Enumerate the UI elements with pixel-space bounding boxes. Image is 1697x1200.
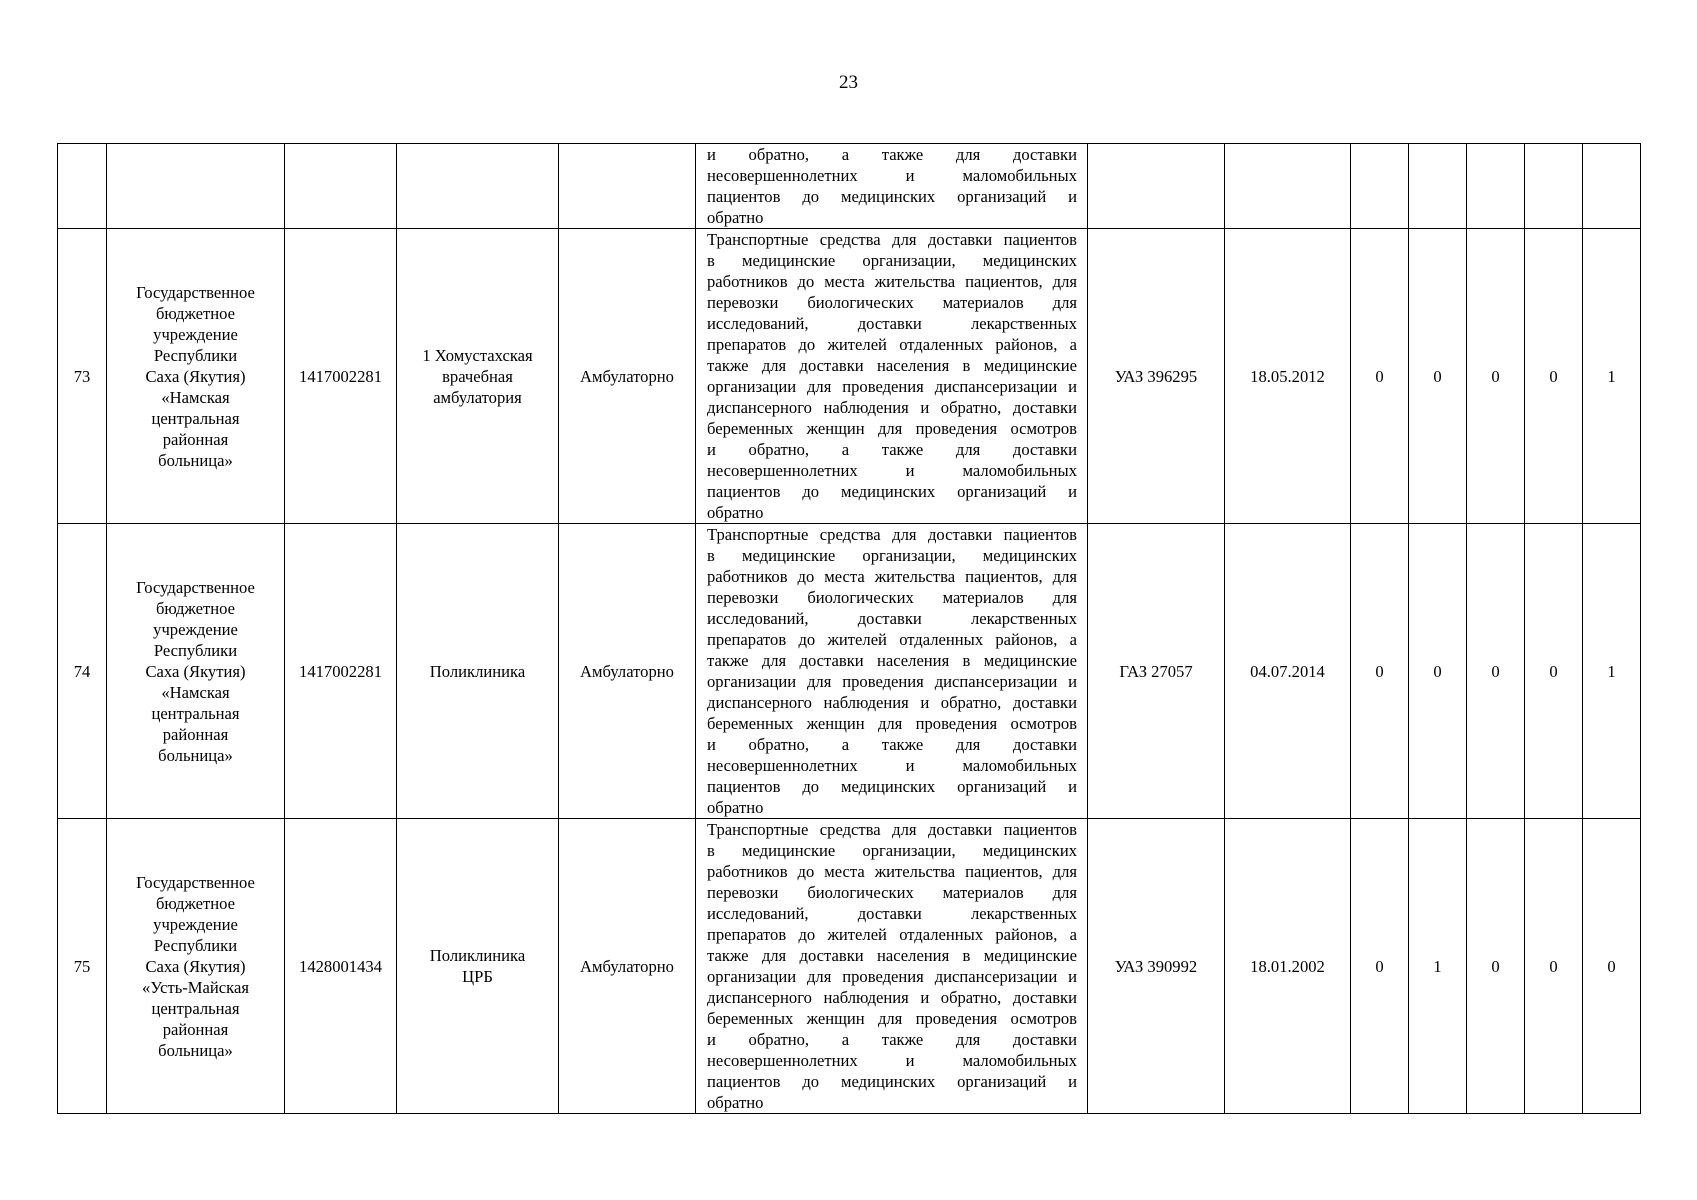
purpose-line: организации для проведения диспансеризации и	[707, 377, 1077, 396]
cell-institution	[107, 819, 285, 1114]
cell-count: 0	[1351, 524, 1409, 819]
purpose-line: беременных женщин для проведения осмотров	[707, 419, 1077, 438]
cell-date	[1225, 144, 1351, 229]
purpose-line: перевозки биологических материалов для	[707, 883, 1077, 902]
cell-count: 1	[1583, 524, 1641, 819]
institution-line: больница»	[158, 450, 233, 470]
purpose-line: и обратно, а также для доставки	[707, 440, 1077, 459]
cell-count: 0	[1351, 229, 1409, 524]
cell-count: 0	[1409, 229, 1467, 524]
institution-line: «Намская	[161, 387, 230, 407]
department-line: ЦРБ	[462, 967, 493, 986]
institution-line: Государственное	[136, 282, 255, 302]
department-line: Поликлиника	[429, 946, 526, 965]
vehicle-table	[57, 143, 1641, 1114]
institution-line: Государственное	[136, 577, 255, 597]
cell-department	[397, 819, 559, 1114]
institution-line: центральная	[151, 408, 240, 428]
cell-institution	[107, 524, 285, 819]
purpose-line: и обратно, а также для доставки	[707, 1030, 1077, 1049]
purpose-line: препаратов до жителей отдаленных районов, а	[707, 925, 1077, 944]
purpose-line: пациентов до медицинских организаций и	[707, 482, 1077, 501]
institution-line: Государственное	[136, 872, 255, 892]
purpose-line: несовершеннолетних и маломобильных	[707, 756, 1077, 775]
cell-count: 0	[1409, 524, 1467, 819]
purpose-line: препаратов до жителей отдаленных районов, а	[707, 335, 1077, 354]
cell-purpose	[696, 819, 1088, 1114]
cell-count	[1525, 144, 1583, 229]
department-line: амбулатория	[433, 387, 522, 407]
table-row	[58, 229, 1641, 524]
purpose-line: также для доставки населения в медицинские	[707, 651, 1077, 670]
cell-date: 18.05.2012	[1225, 229, 1351, 524]
department-line: 1 Хомустахская	[422, 345, 533, 365]
cell-care-type	[559, 144, 696, 229]
cell-count	[1467, 144, 1525, 229]
purpose-line: обратно	[707, 208, 764, 227]
cell-count: 1	[1583, 229, 1641, 524]
purpose-line: пациентов до медицинских организаций и	[707, 777, 1077, 796]
purpose-line: несовершеннолетних и маломобильных	[707, 1051, 1077, 1070]
cell-count	[1583, 144, 1641, 229]
cell-vehicle	[1088, 144, 1225, 229]
cell-count: 0	[1351, 819, 1409, 1114]
institution-line: центральная	[151, 998, 240, 1018]
cell-inn: 1428001434	[285, 819, 397, 1114]
institution-line: больница»	[158, 1040, 233, 1060]
cell-vehicle: УАЗ 396295	[1088, 229, 1225, 524]
purpose-line: исследований, доставки лекарственных	[707, 904, 1077, 923]
purpose-line: в медицинские организации, медицинских	[707, 841, 1077, 860]
cell-count: 1	[1409, 819, 1467, 1114]
institution-line: Республики	[153, 935, 238, 955]
purpose-line: диспансерного наблюдения и обратно, доставки	[707, 398, 1077, 417]
purpose-line: диспансерного наблюдения и обратно, доставки	[707, 988, 1077, 1007]
purpose-line: и обратно, а также для доставки	[707, 145, 1077, 164]
purpose-line: пациентов до медицинских организаций и	[707, 187, 1077, 206]
cell-purpose	[696, 229, 1088, 524]
purpose-line: и обратно, а также для доставки	[707, 735, 1077, 754]
purpose-line: в медицинские организации, медицинских	[707, 546, 1077, 565]
cell-count: 0	[1467, 229, 1525, 524]
purpose-line: диспансерного наблюдения и обратно, доставки	[707, 693, 1077, 712]
institution-line: Республики	[153, 640, 238, 660]
cell-care-type: Амбулаторно	[559, 524, 696, 819]
purpose-line: обратно	[707, 503, 764, 522]
cell-institution	[107, 144, 285, 229]
institution-line: районная	[162, 724, 229, 744]
purpose-line: обратно	[707, 1093, 764, 1112]
institution-line: центральная	[151, 703, 240, 723]
cell-care-type: Амбулаторно	[559, 819, 696, 1114]
department-line: Поликлиника	[429, 661, 526, 681]
cell-count	[1409, 144, 1467, 229]
purpose-line: перевозки биологических материалов для	[707, 588, 1077, 607]
cell-vehicle: ГАЗ 27057	[1088, 524, 1225, 819]
purpose-line: работников до места жительства пациентов, для	[707, 567, 1077, 586]
institution-line: районная	[162, 429, 229, 449]
cell-num: 74	[58, 524, 107, 819]
purpose-line: исследований, доставки лекарственных	[707, 314, 1077, 333]
purpose-line: беременных женщин для проведения осмотров	[707, 714, 1077, 733]
purpose-line: также для доставки населения в медицинские	[707, 356, 1077, 375]
purpose-line: Транспортные средства для доставки пациентов	[707, 820, 1077, 839]
institution-line: районная	[162, 1019, 229, 1039]
purpose-line: также для доставки населения в медицинские	[707, 946, 1077, 965]
cell-num: 75	[58, 819, 107, 1114]
institution-line: Саха (Якутия)	[145, 366, 246, 386]
purpose-line: в медицинские организации, медицинских	[707, 251, 1077, 270]
institution-line: Саха (Якутия)	[145, 661, 246, 681]
institution-line: бюджетное	[155, 598, 236, 618]
table-body	[58, 144, 1641, 1114]
cell-date: 04.07.2014	[1225, 524, 1351, 819]
institution-line: Республики	[153, 345, 238, 365]
cell-date: 18.01.2002	[1225, 819, 1351, 1114]
cell-department	[397, 144, 559, 229]
table-row	[58, 524, 1641, 819]
purpose-line: беременных женщин для проведения осмотров	[707, 1009, 1077, 1028]
purpose-line: работников до места жительства пациентов, для	[707, 272, 1077, 291]
cell-institution	[107, 229, 285, 524]
cell-inn: 1417002281	[285, 524, 397, 819]
table-row	[58, 819, 1641, 1114]
cell-inn	[285, 144, 397, 229]
cell-vehicle: УАЗ 390992	[1088, 819, 1225, 1114]
cell-num: 73	[58, 229, 107, 524]
purpose-line: несовершеннолетних и маломобильных	[707, 461, 1077, 480]
purpose-line: Транспортные средства для доставки пациентов	[707, 230, 1077, 249]
institution-line: Саха (Якутия)	[145, 956, 246, 976]
institution-line: бюджетное	[155, 303, 236, 323]
cell-num	[58, 144, 107, 229]
department-line: врачебная	[442, 366, 513, 386]
institution-line: «Намская	[161, 682, 230, 702]
table-row-continuation	[58, 144, 1641, 229]
cell-count: 0	[1525, 229, 1583, 524]
institution-line: бюджетное	[155, 893, 236, 913]
institution-line: учреждение	[153, 619, 238, 639]
cell-count: 0	[1525, 819, 1583, 1114]
cell-care-type: Амбулаторно	[559, 229, 696, 524]
institution-line: учреждение	[153, 324, 238, 344]
purpose-line: несовершеннолетних и маломобильных	[707, 166, 1077, 185]
purpose-line: обратно	[707, 798, 764, 817]
cell-inn: 1417002281	[285, 229, 397, 524]
cell-count: 0	[1525, 524, 1583, 819]
purpose-line: работников до места жительства пациентов, для	[707, 862, 1077, 881]
purpose-line: организации для проведения диспансеризации и	[707, 967, 1077, 986]
purpose-line: исследований, доставки лекарственных	[707, 609, 1077, 628]
cell-count	[1351, 144, 1409, 229]
cell-count: 0	[1467, 819, 1525, 1114]
institution-line: учреждение	[153, 914, 238, 934]
cell-count: 0	[1467, 524, 1525, 819]
purpose-line: пациентов до медицинских организаций и	[707, 1072, 1077, 1091]
purpose-line: организации для проведения диспансеризации и	[707, 672, 1077, 691]
cell-purpose	[696, 144, 1088, 229]
purpose-line: Транспортные средства для доставки пациентов	[707, 525, 1077, 544]
institution-line: «Усть-Майская	[142, 977, 249, 997]
cell-department	[397, 229, 559, 524]
purpose-line: препаратов до жителей отдаленных районов, а	[707, 630, 1077, 649]
cell-purpose	[696, 524, 1088, 819]
institution-line: больница»	[158, 745, 233, 765]
page-number: 23	[839, 72, 858, 93]
cell-count: 0	[1583, 819, 1641, 1114]
purpose-line: перевозки биологических материалов для	[707, 293, 1077, 312]
cell-department	[397, 524, 559, 819]
